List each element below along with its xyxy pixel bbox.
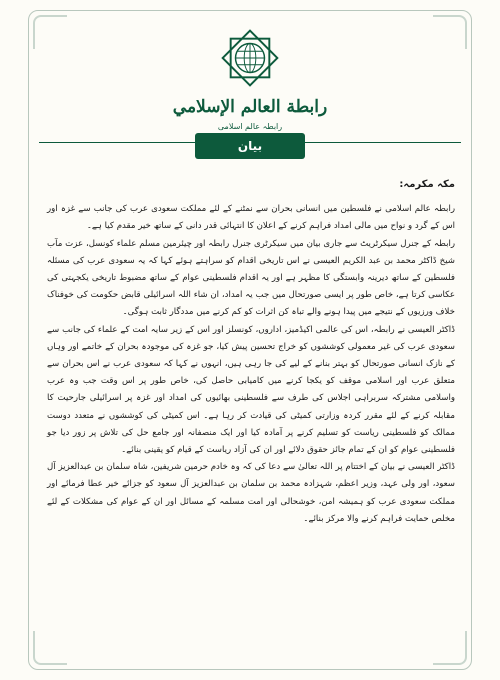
globe-emblem-icon bbox=[221, 29, 279, 87]
statement-banner: بیان bbox=[195, 133, 305, 159]
dateline: مکہ مکرمہ: bbox=[399, 179, 455, 190]
corner-ornament bbox=[33, 631, 67, 665]
org-name-arabic: رابطة العالم الإسلامي bbox=[172, 97, 328, 117]
corner-ornament bbox=[433, 15, 467, 49]
corner-ornament bbox=[33, 15, 67, 49]
paragraph: رابطہ عالم اسلامی نے فلسطین میں انسانی بحران سے نمٹنے کے لئے مملکت سعودی عرب کی جانب سے غزہ اور اس کے گرد و نواح میں مالی امداد فراہم کرنے کے اعلان کا انتہائی قدر دانی کے ساتھ خیر مقدم کیا ہے۔ bbox=[47, 204, 455, 232]
statement-body bbox=[47, 176, 455, 528]
paragraph: ڈاکٹر العیسی نے بیان کے اختتام پر اللہ تعالیٰ سے دعا کی کہ وہ خادم حرمین شریفین، شاہ سلمان بن عبدالعزیز آل سعود، اور ولی عہد، وزیر اعظم، شہزادہ محمد بن سلمان بن عبدالعزیز آل سعود کو جزائے خیر عطا فرمائے اور مملکت سعودی عرب کو ہمیشہ امن، خوشحالی اور امت مسلمہ کے مسائل اور ان کے عوام کی مشکلات کے لئے مخلص حمایت فراہم کرنے والا مرکز بنائے۔ bbox=[47, 462, 455, 524]
paragraph: ڈاکٹر العیسی نے رابطہ، اس کی عالمی اکیڈمیز، اداروں، کونسلز اور اس کے زیر سایہ امت کے علماء کی جانب سے سعودی عرب کی غیر معمولی کوششوں کو خراج تحسین پیش کیا، جو غزہ کی موجودہ بحران کے خاتمے اور وہاں کے نازک انسانی صورتحال کو بہتر بنانے کے لیے کی جا رہی ہیں، انہوں نے کہا کہ سعودی عرب نے اس بحران سے متعلق عرب اور اسلامی موقف کو یکجا کرنے میں کامیابی حاصل کی، خاص طور پر اس وقت جب وہ عرب واسلامی مشترکہ سربراہی اجلاس کی طرف سے فلسطینی بھائیوں کی امداد اور غزہ پر اسرائیلی جارحیت کا مقابلہ کرنے کے لئے مقرر کردہ وزارتی کمیٹی کی قیادت کر رہا ہے۔ اس کمیٹی کی کوششوں نے متعدد دوست ممالک کو فلسطینی ریاست کو تسلیم کرنے پر آمادہ کیا اور ایک منصفانہ اور جامع حل کی تلاش پر زور دیا جو فلسطینی عوام کو ان کے تمام جائز حقوق دلائے اور ان کی آزاد ریاست کے قیام کو یقینی بنائے۔ bbox=[47, 324, 455, 456]
org-name-urdu: رابطہ عالم اسلامی bbox=[217, 122, 283, 131]
corner-ornament bbox=[433, 631, 467, 665]
paragraph: رابطہ کے جنرل سیکرٹریٹ سے جاری بیان میں سیکرٹری جنرل رابطہ اور چیئرمین مسلم علماء کونسل، عزت مآب شیخ ڈاکٹر محمد بن عبد الکریم العیسی نے اس تاریخی اقدام کو سراہتے ہوئے کہا کہ یہ سعودی عرب کی مسئلہ فلسطین کے ساتھ دیرینہ وابستگی کا مظہر ہے اور یہ اقدام فلسطینی عوام کے ساتھ مضبوط تاریخی یکجہتی کی عکاسی کرتا ہے، خاص طور پر ایسی صورتحال میں جب یہ امداد، ان شاء اللہ اسرائیلی قابض حکومت کی خوفناک خلاف ورزیوں کے نتیجے میں پیدا ہونے والے تباہ کن اثرات کو کم کرنے میں مددگار ثابت ہوگی۔ bbox=[47, 238, 455, 318]
statement-page bbox=[28, 10, 472, 670]
